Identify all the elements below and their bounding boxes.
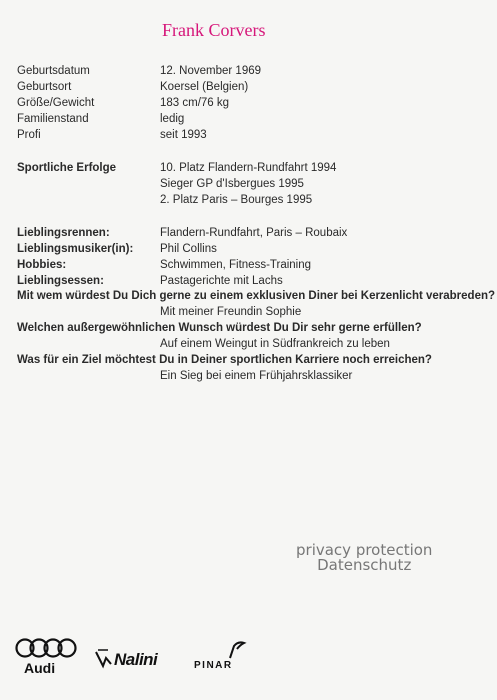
label-favorite-food: Lieblingsessen:	[17, 275, 104, 287]
nalini-logo-text: Nalini	[114, 650, 158, 669]
value-height-weight: 183 cm/76 kg	[160, 97, 230, 109]
answer: Mit meiner Freundin Sophie	[160, 306, 302, 318]
question: Welchen außergewöhnlichen Wunsch würdest Du Dir sehr gerne erfüllen?	[17, 322, 422, 334]
label-marital-status: Familienstand	[17, 113, 89, 125]
audi-rings-icon	[15, 637, 77, 659]
value-pro: seit 1993	[160, 129, 207, 141]
value-favorite-musician: Phil Collins	[160, 243, 217, 255]
success-item: 2. Platz Paris – Bourges 1995	[160, 194, 313, 206]
value-favorite-food: Pastagerichte mit Lachs	[160, 275, 283, 287]
value-hobbies: Schwimmen, Fitness-Training	[160, 259, 312, 271]
page-title: Frank Corvers	[162, 20, 266, 40]
answer: Auf einem Weingut in Südfrankreich zu leben	[160, 338, 390, 350]
label-favorite-musician: Lieblingsmusiker(in):	[17, 243, 134, 255]
label-favorite-race: Lieblingsrennen:	[17, 227, 110, 239]
watermark-line: privacy protection	[296, 541, 433, 559]
question: Mit wem würdest Du Dich gerne zu einem exklusiven Diner bei Kerzenlicht verabreden?	[17, 290, 496, 302]
label-height-weight: Größe/Gewicht	[17, 97, 95, 109]
label-birthplace: Geburtsort	[17, 81, 72, 93]
nalini-mark-icon	[94, 648, 114, 670]
value-birthplace: Koersel (Belgien)	[160, 81, 249, 93]
pinar-logo-text: PINAR	[194, 660, 233, 671]
value-favorite-race: Flandern-Rundfahrt, Paris – Roubaix	[160, 227, 348, 239]
audi-logo-text: Audi	[24, 660, 56, 676]
answer: Ein Sieg bei einem Frühjahrsklassiker	[160, 370, 353, 382]
success-item: 10. Platz Flandern-Rundfahrt 1994	[160, 162, 337, 174]
label-pro: Profi	[17, 129, 41, 141]
pinar-mark-icon	[226, 640, 248, 660]
privacy-watermark	[296, 543, 432, 573]
value-birthdate: 12. November 1969	[160, 65, 262, 77]
value-marital-status: ledig	[160, 113, 185, 125]
question: Was für ein Ziel möchtest Du in Deiner sportlichen Karriere noch erreichen?	[17, 354, 432, 366]
label-successes: Sportliche Erfolge	[17, 162, 117, 174]
label-hobbies: Hobbies:	[17, 259, 67, 271]
success-item: Sieger GP d'Isbergues 1995	[160, 178, 304, 190]
label-birthdate: Geburtsdatum	[17, 65, 90, 77]
watermark-line: Datenschutz	[317, 556, 412, 574]
